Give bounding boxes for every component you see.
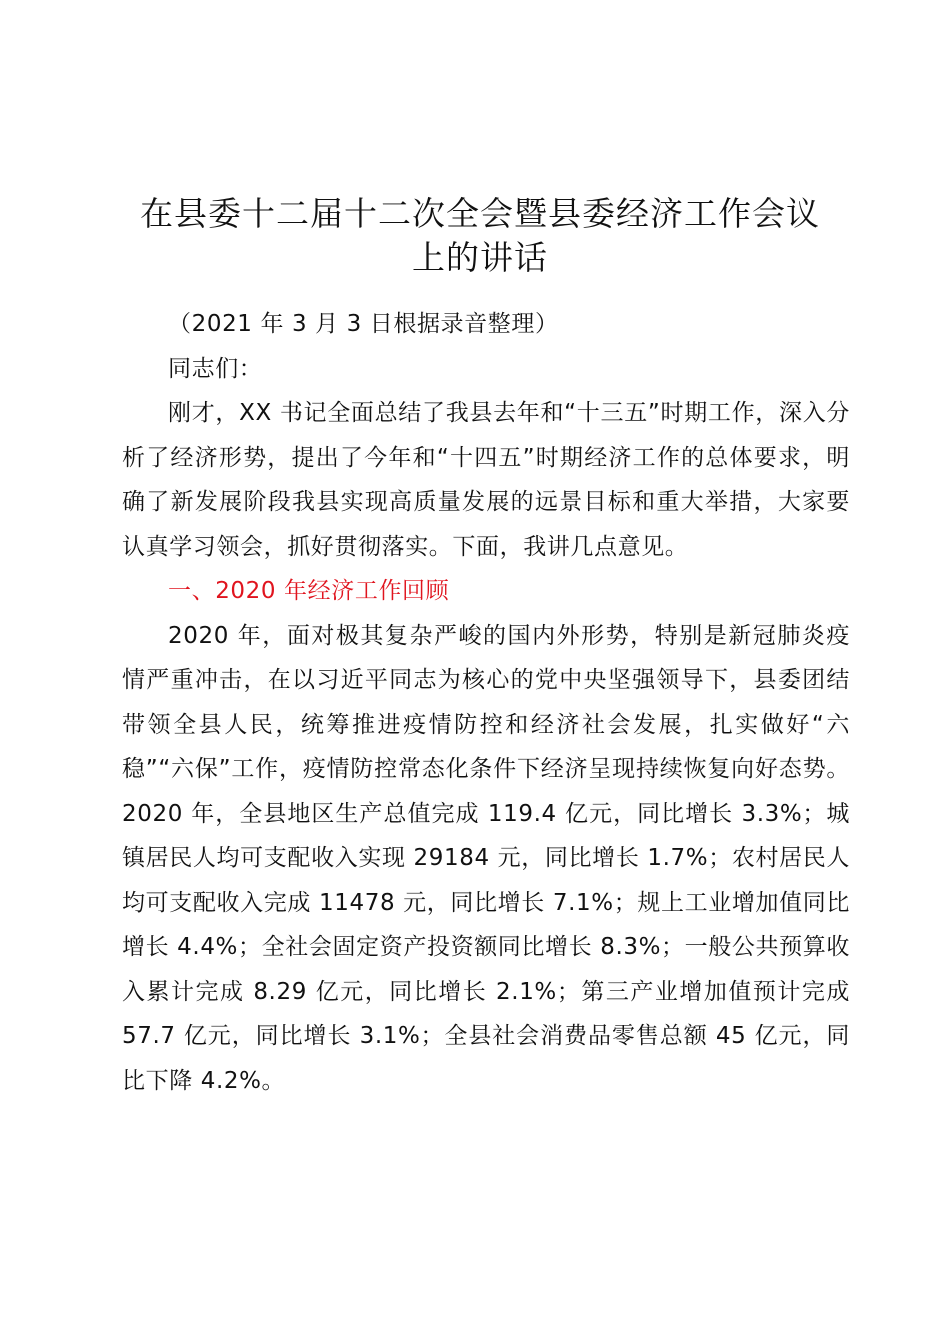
- salutation: 同志们：: [168, 355, 263, 382]
- section-heading-2020-review: 一、2020 年经济工作回顾: [168, 578, 450, 604]
- speech-title-line-2: 上的讲话: [412, 238, 548, 277]
- speech-title: [100, 192, 860, 280]
- date-note: （2021 年 3 月 3 日根据录音整理）: [168, 311, 559, 337]
- speech-title-line-1: 在县委十二届十二次全会暨县委经济工作会议: [140, 194, 820, 233]
- opening-paragraph: 刚才，XX 书记全面总结了我县去年和“十三五”时期工作，深入分析了经济形势，提出了今年和“十四五”时期经济工作的总体要求，明确了新发展阶段我县实现高质量发展的远景目标和重大举措，大家要认真学习领会，抓好贯彻落实。下面，我讲几点意见。: [122, 400, 850, 560]
- economic-review-paragraph: 2020 年，面对极其复杂严峻的国内外形势，特别是新冠肺炎疫情严重冲击，在以习近平同志为核心的党中央坚强领导下，县委团结带领全县人民，统筹推进疫情防控和经济社会发展，扎实做好“六稳”“六保”工作，疫情防控常态化条件下经济呈现持续恢复向好态势。2020 年，全县地区生产总值完成 119.4 亿元，同比增长 3.3%；城镇居民人均可支配收入实现 29184 元，同比增长 1.7%；农村居民人均可支配收入完成 11478 元，同比增长 7.1%；规上工业增加值同比增长 4.4%；全社会固定资产投资额同比增长 8.3%；一般公共预算收入累计完成 8.29 亿元，同比增长 2.1%；第三产业增加值预计完成 57.7 亿元，同比增长 3.1%；全县社会消费品零售总额 45 亿元，同比下降 4.2%。: [122, 622, 850, 1094]
- document-body: [122, 302, 850, 1103]
